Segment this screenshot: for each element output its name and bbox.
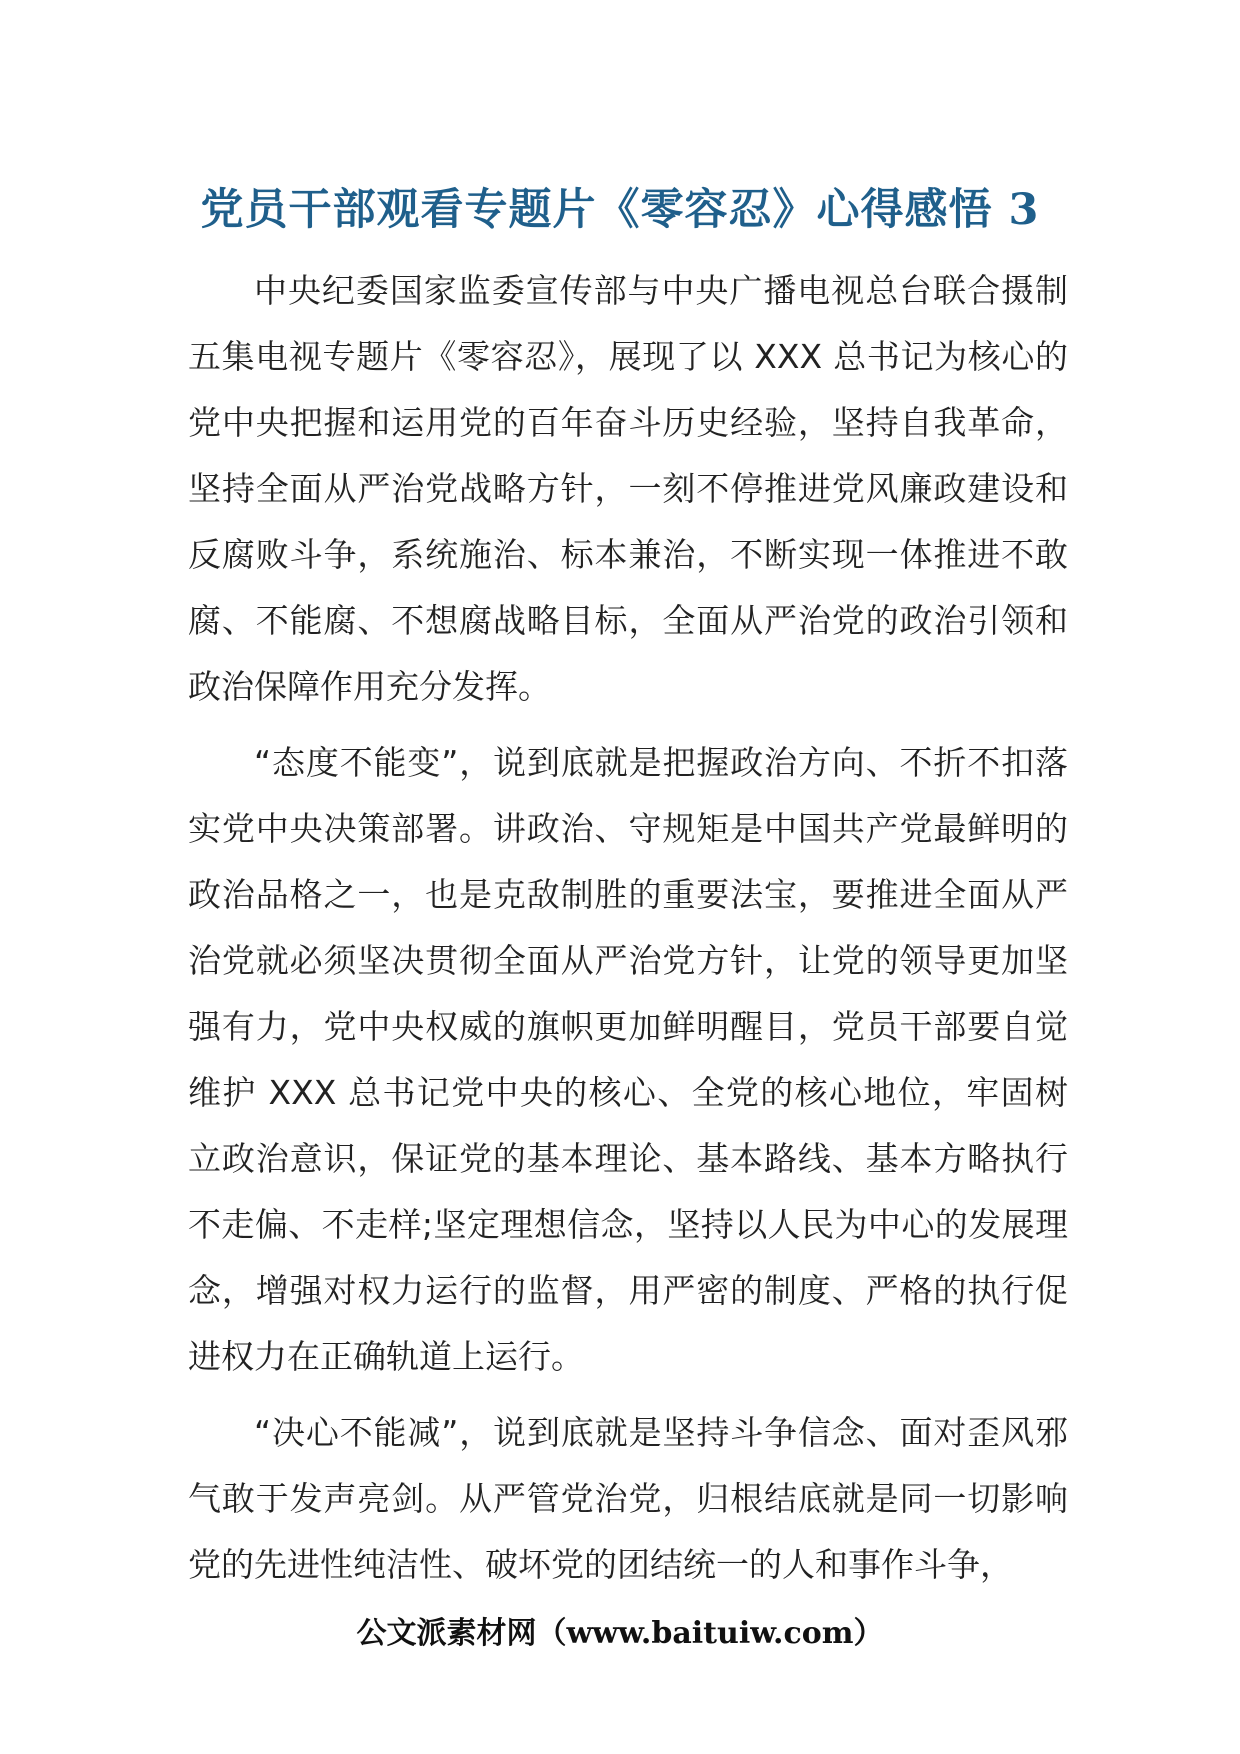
- paragraph-1: 中央纪委国家监委宣传部与中央广播电视总台联合摄制五集电视专题片《零容忍》，展现了以 XXX 总书记为核心的党中央把握和运用党的百年奋斗历史经验，坚持自我革命，坚持全面从严治党战略方针，一刻不停推进党风廉政建设和反腐败斗争，系统施治、标本兼治，不断实现一体推进不敢腐、不能腐、不想腐战略目标，全面从严治党的政治引领和政治保障作用充分发挥。: [188, 271, 1068, 706]
- document-body: [188, 258, 1068, 1598]
- footer-source: 公文派素材网（www.baituiw.com）: [356, 1616, 884, 1651]
- paragraph-2: “态度不能变”，说到底就是把握政治方向、不折不扣落实党中央决策部署。讲政治、守规矩是中国共产党最鲜明的政治品格之一，也是克敌制胜的重要法宝，要推进全面从严治党就必须坚决贯彻全面从严治党方针，让党的领导更加坚强有力，党中央权威的旗帜更加鲜明醒目，党员干部要自觉维护 XXX 总书记党中央的核心、全党的核心地位，牢固树立政治意识，保证党的基本理论、基本路线、基本方略执行不走偏、不走样;坚定理想信念，坚持以人民为中心的发展理念，增强对权力运行的监督，用严密的制度、严格的执行促进权力在正确轨道上运行。: [188, 743, 1068, 1376]
- paragraph-3: “决心不能减”，说到底就是坚持斗争信念、面对歪风邪气敢于发声亮剑。从严管党治党，归根结底就是同一切影响党的先进性纯洁性、破坏党的团结统一的人和事作斗争，: [188, 1413, 1068, 1584]
- page-title: 党员干部观看专题片《零容忍》心得感悟 3: [200, 185, 1040, 235]
